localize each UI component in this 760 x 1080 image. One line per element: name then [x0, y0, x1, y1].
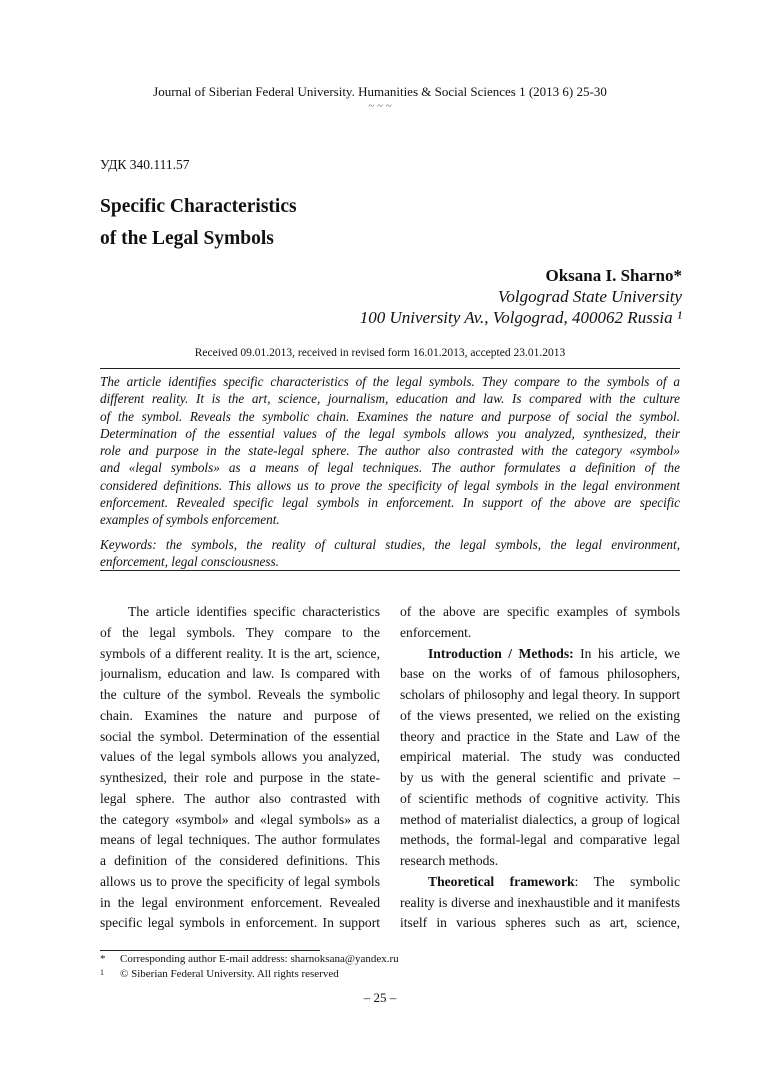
body-line: the culture of the symbol. Reveals the symbolic [100, 687, 380, 702]
page-number: – 25 – [363, 990, 397, 1005]
body-line: of the legal symbols. They compare to the [100, 624, 380, 640]
footnote-mark: 1 [100, 968, 104, 977]
body-line: a definition of the considered definitions. This [100, 853, 380, 868]
body-line: means of legal techniques. The author formulates [100, 832, 380, 848]
udk-code: УДК 340.111.57 [100, 157, 190, 172]
author-name: Oksana I. Sharno* [545, 266, 682, 285]
body-line: journalism, education and law. Is compared with [100, 666, 380, 682]
framework-paragraph [400, 893, 680, 935]
abstract-text [100, 373, 680, 529]
author-affiliation: Volgograd State University [497, 287, 682, 306]
body-line: specific legal symbols in enforcement. In support [100, 915, 380, 931]
article-title-line-1: Specific Characteristics [100, 196, 297, 217]
framework-text: : The symbolic [574, 873, 680, 889]
body-line: legal sphere. The author also contrasted with [100, 790, 380, 806]
body-line: values of the legal symbols allows you analyzed, [100, 749, 380, 765]
abstract [100, 373, 680, 570]
abstract-line: enforcement. Revealed specific legal symbols in enforcement. In support of the above are specific [100, 495, 680, 511]
methods-paragraph [400, 664, 680, 872]
body-line: allows us to prove the specificity of legal symbols [100, 873, 380, 889]
body-line: symbols of a different reality. It is the art, science, [100, 645, 380, 661]
body-line: reality is diverse and inexhaustible and it manifests [400, 894, 680, 910]
received-dates: Received 09.01.2013, received in revised form 16.01.2013, accepted 23.01.2013 [194, 347, 566, 359]
body-line: chain. Examines the nature and purpose of [100, 707, 380, 723]
framework-first-line [400, 872, 680, 893]
methods-first-line [400, 644, 680, 665]
abstract-line: examples of symbols enforcement. [100, 512, 280, 528]
body-line: by us with the general scientific and private – [400, 770, 680, 785]
methods-text: In his article, we [573, 645, 680, 661]
body-line: the category «symbol» and «legal symbols» as a [100, 811, 380, 827]
footnote-rule [100, 950, 320, 951]
body-line: methods, the formal-legal and comparative legal [400, 832, 680, 848]
body-line: empirical material. The study was conducted [400, 749, 680, 765]
abstract-line: of the symbol. Reveals the symbolic chain. Examines the nature and purpose of social the symbol. [100, 408, 680, 424]
body-line: enforcement. [400, 624, 472, 640]
footnote-corresponding-author [100, 953, 399, 965]
abstract-top-rule [100, 368, 680, 369]
paragraph-continued [400, 602, 680, 644]
footnote-text: Corresponding author E-mail address: sharnoksana@yandex.ru [120, 953, 399, 965]
framework-heading: Theoretical framework [428, 873, 575, 889]
header-ornament: ~ ~ ~ [368, 100, 392, 112]
abstract-bottom-rule [100, 570, 680, 571]
abstract-line: and «legal symbols» as a means of legal techniques. The author formulates a definition of the [100, 460, 680, 476]
body-line: of the above are specific examples of symbols [400, 604, 680, 619]
author-address: 100 University Av., Volgograd, 400062 Russia ¹ [359, 308, 682, 327]
abstract-line: considered definitions. This allows us to prove the specificity of legal symbols in the legal environment [100, 477, 680, 493]
body-line: method of materialist dialectics, a group of logical [400, 811, 680, 827]
body-line: in the legal environment enforcement. Revealed [100, 894, 380, 910]
keywords-line: Keywords: the symbols, the reality of cultural studies, the legal symbols, the legal environment, [100, 536, 680, 552]
footnote-mark: * [100, 953, 106, 965]
right-column [400, 602, 680, 934]
keywords-line: enforcement, legal consciousness. [100, 553, 279, 569]
keywords [100, 536, 680, 571]
footnote-text: © Siberian Federal University. All rights reserved [120, 968, 339, 980]
body-line: of the views presented, we relied on the existing [400, 707, 680, 723]
body-line: of scientific methods of cognitive activity. This [400, 790, 680, 806]
body-line: itself in various spheres such as art, science, [400, 915, 680, 931]
body-line: base on the works of of famous philosophers, [400, 666, 680, 682]
article-title-line-2: of the Legal Symbols [100, 228, 274, 249]
abstract-line: different reality. It is the art, science, journalism, education and law. Is compared with the culture [100, 391, 680, 407]
footnote-copyright [100, 968, 339, 980]
body-line: theory and practice in the State and Law of the [400, 728, 680, 744]
body-line: research methods. [400, 853, 499, 868]
left-column [100, 602, 380, 934]
abstract-line: role and purpose in the state-legal sphere. The author also contrasted with the category «symbol» [100, 443, 680, 459]
abstract-line: Determination of the essential values of the legal symbols allows you analyzed, synthesized, their [100, 425, 680, 441]
body-line: social the symbol. Determination of the essential [100, 728, 380, 744]
body-line: The article identifies specific characteristics [128, 604, 380, 619]
methods-heading: Introduction / Methods: [428, 645, 574, 661]
body-line: synthesized, their role and purpose in the state- [100, 770, 380, 785]
abstract-line: The article identifies specific characteristics of the legal symbols. They compare to the symbols of a [100, 374, 680, 389]
body-line: scholars of philosophy and legal theory. In support [400, 687, 680, 702]
journal-header: Journal of Siberian Federal University. Humanities & Social Sciences 1 (2013 6) 25-30 [153, 84, 607, 99]
